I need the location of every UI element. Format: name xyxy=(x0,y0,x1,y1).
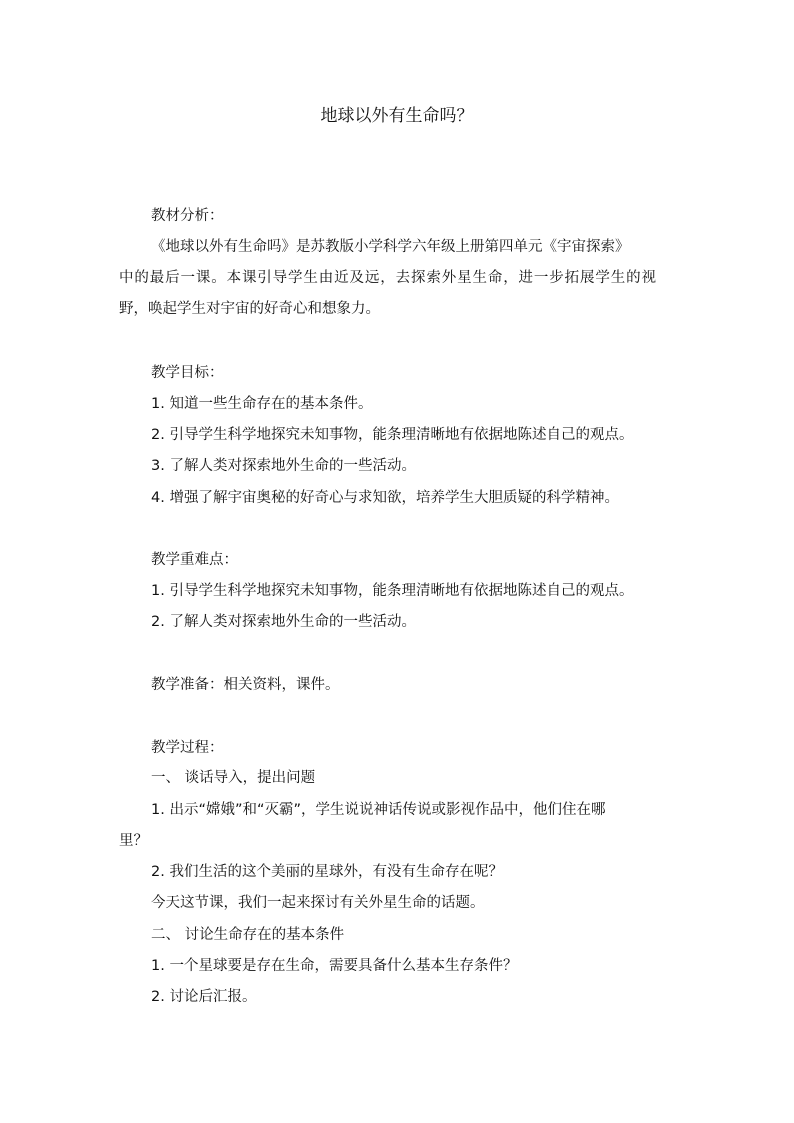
process-s1-note: 今天这节课，我们一起来探讨有关外星生命的话题。 xyxy=(151,895,485,911)
process-s2-item-2: 2. 讨论后汇报。 xyxy=(151,989,257,1005)
objective-item: 1. 知道一些生命存在的基本条件。 xyxy=(151,396,373,412)
analysis-paragraph-line-1: 《地球以外有生命吗》是苏教版小学科学六年级上册第四单元《宇宙探索》 xyxy=(151,239,630,255)
page-title: 地球以外有生命吗？ xyxy=(320,106,474,126)
process-s1-item-1-line-2: 里？ xyxy=(119,833,148,849)
key-points-heading: 教学重难点： xyxy=(151,552,238,568)
process-section-1-heading: 一、 谈话导入，提出问题 xyxy=(151,770,316,786)
process-s2-item-1: 1. 一个星球要是存在生命，需要具备什么基本生存条件？ xyxy=(151,958,518,974)
analysis-paragraph-line-2: 中的最后一课。本课引导学生由近及远，去探索外星生命，进一步拓展学生的视 xyxy=(119,270,656,286)
preparation-line: 教学准备：相关资料，课件。 xyxy=(151,677,340,693)
analysis-heading: 教材分析： xyxy=(151,208,224,224)
analysis-paragraph-line-3: 野，唤起学生对宇宙的好奇心和想象力。 xyxy=(119,301,380,317)
process-heading: 教学过程： xyxy=(151,740,224,756)
process-s1-item-1-line-1: 1. 出示“嫦娥”和“灭霸”，学生说说神话传说或影视作品中，他们住在哪 xyxy=(151,802,606,818)
key-point-item: 1. 引导学生科学地探究未知事物，能条理清晰地有依据地陈述自己的观点。 xyxy=(151,583,634,599)
objective-item: 2. 引导学生科学地探究未知事物，能条理清晰地有依据地陈述自己的观点。 xyxy=(151,427,634,443)
objective-item: 4. 增强了解宇宙奥秘的好奇心与求知欲，培养学生大胆质疑的科学精神。 xyxy=(151,490,619,506)
key-point-item: 2. 了解人类对探索地外生命的一些活动。 xyxy=(151,614,416,630)
process-s1-item-2: 2. 我们生活的这个美丽的星球外，有没有生命存在呢？ xyxy=(151,864,503,880)
process-section-2-heading: 二、 讨论生命存在的基本条件 xyxy=(151,927,345,943)
objective-item: 3. 了解人类对探索地外生命的一些活动。 xyxy=(151,458,416,474)
objectives-heading: 教学目标： xyxy=(151,365,224,381)
